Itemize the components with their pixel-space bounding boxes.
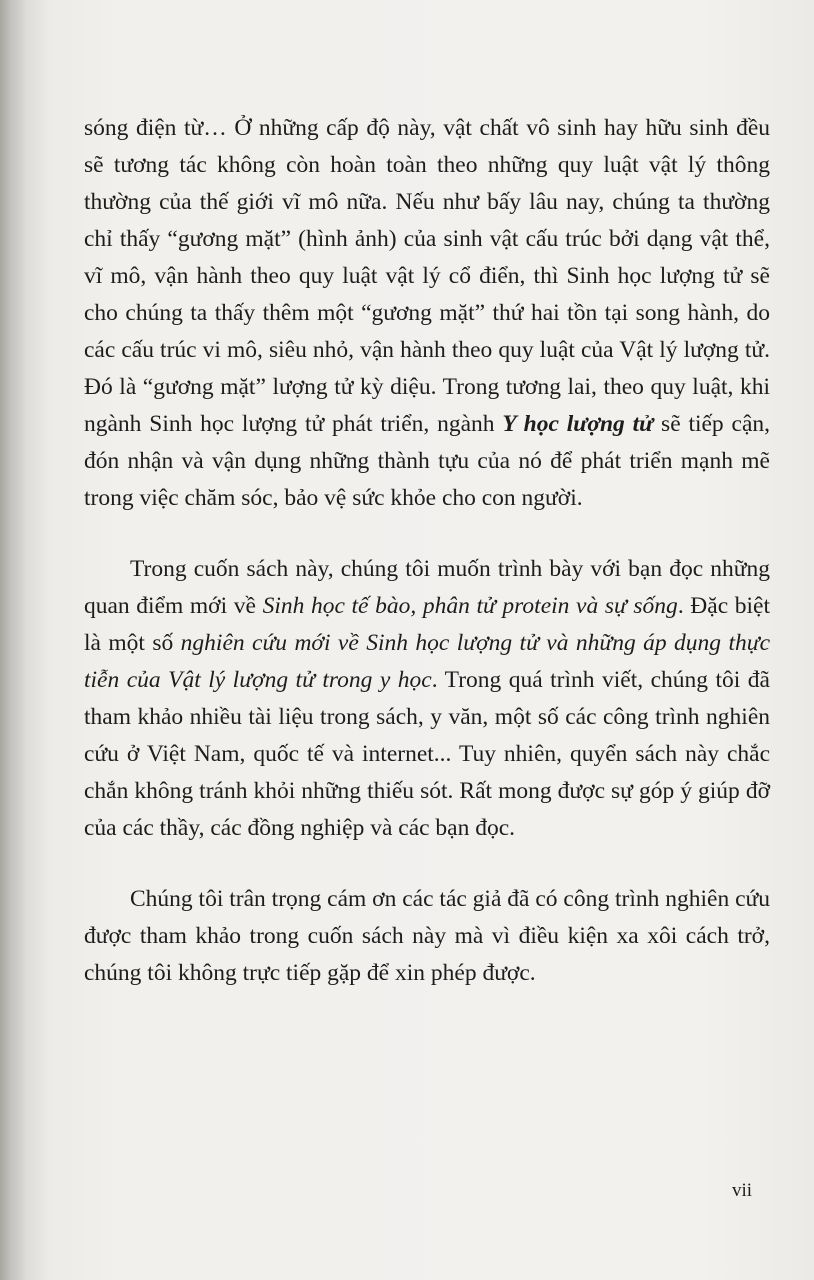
paragraph-2-text-a: Trong cuốn sách này, chúng tôi muốn trình bày với bạn đọc những quan điểm mới về <box>84 556 770 619</box>
paragraph-1-text-a: sóng điện từ… Ở những cấp độ này, vật chất vô sinh hay hữu sinh đều sẽ tương tác không còn hoàn toàn theo những quy luật vật lý thông thường của thế giới vĩ mô nữa. Nếu như bấy lâu nay, chúng ta thường chỉ thấy “gương mặt” (hình ảnh) của sinh vật cấu trúc bởi dạng vật thể, vĩ mô, vận hành theo quy luật vật lý cổ điển, thì Sinh học lượng tử sẽ cho chúng ta thấy thêm một “gương mặt” thứ hai tồn tại song hành, do các cấu trúc vi mô, siêu nhỏ, vận hành theo quy luật của Vật lý lượng tử. Đó là “gương mặt” lượng tử kỳ diệu. Trong tương lai, theo quy luật, khi ngành Sinh học lượng tử phát triển, ngành <box>84 115 770 437</box>
paragraph-3-text: Chúng tôi trân trọng cám ơn các tác giả đã có công trình nghiên cứu được tham khảo trong cuốn sách này mà vì điều kiện xa xôi cách trở, chúng tôi không trực tiếp gặp để xin phép được. <box>84 886 770 986</box>
paragraph-2-text-b: . Đặc biệt là một số <box>84 593 770 656</box>
page-number: vii <box>732 1180 753 1201</box>
paragraph-1-emphasis-quantum-medicine: Y học lượng tử <box>502 411 654 437</box>
paragraph-2-italic-cell-biology: Sinh học tế bào, phân tử protein và sự sống <box>262 593 678 619</box>
page-gutter-shadow <box>0 0 26 1280</box>
paragraph-2-text-c: . Trong quá trình viết, chúng tôi đã tham khảo nhiều tài liệu trong sách, y văn, một số các công trình nghiên cứu ở Việt Nam, quốc tế và internet... Tuy nhiên, quyển sách này chắc chắn không tránh khỏi những thiếu sót. Rất mong được sự góp ý giúp đỡ của các thầy, các đồng nghiệp và các bạn đọc. <box>84 667 770 841</box>
paragraph-3 <box>84 881 770 992</box>
page-body-text <box>84 110 770 992</box>
paragraph-1-text-b: sẽ tiếp cận, đón nhận và vận dụng những thành tựu của nó để phát triển mạnh mẽ trong việc chăm sóc, bảo vệ sức khỏe cho con người. <box>84 411 770 511</box>
paragraph-1 <box>84 110 770 517</box>
paragraph-2 <box>84 551 770 847</box>
paragraph-2-italic-quantum-research: nghiên cứu mới về Sinh học lượng tử và những áp dụng thực tiễn của Vật lý lượng tử trong y học <box>84 630 770 693</box>
